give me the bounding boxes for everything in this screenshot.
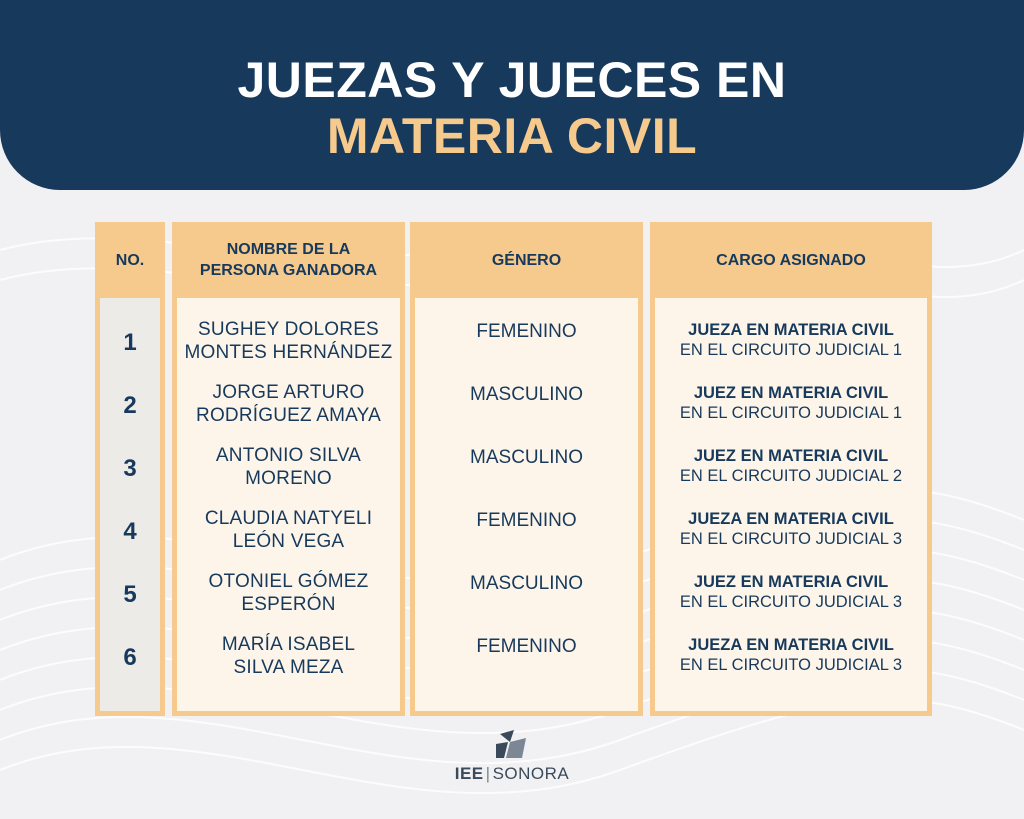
row-3-position bbox=[655, 446, 927, 486]
row-5-gender: MASCULINO bbox=[470, 573, 583, 594]
row-1-position-line-1: JUEZA EN MATERIA CIVIL bbox=[688, 321, 894, 339]
row-3-name-line-2: MORENO bbox=[245, 468, 332, 489]
row-6-name-line-1: MARÍA ISABEL bbox=[221, 634, 356, 655]
row-1-name bbox=[177, 318, 400, 364]
logo-sonora: SONORA bbox=[492, 764, 570, 783]
row-4-position-line-2: EN EL CIRCUITO JUDICIAL 3 bbox=[679, 530, 903, 548]
page-title bbox=[0, 52, 1024, 164]
row-2-name bbox=[177, 381, 400, 427]
column-gender bbox=[410, 222, 643, 716]
row-3-name bbox=[177, 444, 400, 490]
row-1-name-line-2: MONTES HERNÁNDEZ bbox=[184, 342, 393, 363]
row-1-gender: FEMENINO bbox=[476, 321, 577, 342]
row-2-name-line-2: RODRÍGUEZ AMAYA bbox=[196, 405, 381, 426]
row-4-position bbox=[655, 509, 927, 549]
row-2-gender: MASCULINO bbox=[470, 384, 583, 405]
header-name-line-1: NOMBRE DE LA bbox=[226, 241, 351, 258]
row-4-name-line-1: CLAUDIA NATYELI bbox=[204, 508, 373, 529]
row-6-position-line-1: JUEZA EN MATERIA CIVIL bbox=[688, 636, 894, 654]
row-6-position-line-2: EN EL CIRCUITO JUDICIAL 3 bbox=[679, 656, 903, 674]
column-position-body bbox=[655, 298, 927, 711]
header-name bbox=[172, 222, 405, 298]
row-6-gender: FEMENINO bbox=[476, 636, 577, 657]
column-gender-body bbox=[415, 298, 638, 711]
row-2-name-line-1: JORGE ARTURO bbox=[212, 382, 365, 403]
row-6-position bbox=[655, 635, 927, 675]
row-5-position-line-1: JUEZ EN MATERIA CIVIL bbox=[693, 573, 889, 591]
row-6-number: 6 bbox=[123, 644, 137, 671]
row-5-name-line-1: OTONIEL GÓMEZ bbox=[208, 571, 369, 592]
row-6-name-line-2: SILVA MEZA bbox=[233, 657, 344, 678]
row-3-position-line-1: JUEZ EN MATERIA CIVIL bbox=[693, 447, 889, 465]
row-5-position-line-2: EN EL CIRCUITO JUDICIAL 3 bbox=[679, 593, 903, 611]
row-4-gender: FEMENINO bbox=[476, 510, 577, 531]
header-name-line-2: PERSONA GANADORA bbox=[199, 262, 378, 279]
row-4-name bbox=[177, 507, 400, 553]
row-4-number: 4 bbox=[123, 518, 137, 545]
logo-mark-icon bbox=[452, 728, 572, 764]
column-number-body bbox=[100, 298, 160, 711]
row-6-name bbox=[177, 633, 400, 679]
row-1-position bbox=[655, 320, 927, 360]
logo-iee: IEE bbox=[454, 764, 484, 783]
row-3-gender: MASCULINO bbox=[470, 447, 583, 468]
row-5-name bbox=[177, 570, 400, 616]
row-4-name-line-2: LEÓN VEGA bbox=[232, 531, 345, 552]
logo-wordmark bbox=[452, 764, 572, 784]
title-line-2: MATERIA CIVIL bbox=[326, 108, 698, 164]
row-3-number: 3 bbox=[123, 455, 137, 482]
row-3-name-line-1: ANTONIO SILVA bbox=[215, 445, 362, 466]
row-3-position-line-2: EN EL CIRCUITO JUDICIAL 2 bbox=[679, 467, 903, 485]
title-line-1: JUEZAS Y JUECES EN bbox=[237, 52, 787, 108]
column-name-body bbox=[177, 298, 400, 711]
row-1-number: 1 bbox=[123, 329, 137, 356]
header-number: NO. bbox=[115, 251, 145, 269]
iee-sonora-logo bbox=[452, 728, 572, 788]
row-5-position bbox=[655, 572, 927, 612]
column-number bbox=[95, 222, 165, 716]
row-4-position-line-1: JUEZA EN MATERIA CIVIL bbox=[688, 510, 894, 528]
row-2-position-line-1: JUEZ EN MATERIA CIVIL bbox=[693, 384, 889, 402]
logo-separator: | bbox=[485, 764, 491, 783]
row-2-position bbox=[655, 383, 927, 423]
row-1-position-line-2: EN EL CIRCUITO JUDICIAL 1 bbox=[679, 341, 903, 359]
column-position bbox=[650, 222, 932, 716]
row-2-position-line-2: EN EL CIRCUITO JUDICIAL 1 bbox=[679, 404, 903, 422]
header-gender: GÉNERO bbox=[491, 251, 562, 269]
header-position: CARGO ASIGNADO bbox=[716, 251, 866, 269]
row-2-number: 2 bbox=[123, 392, 137, 419]
row-1-name-line-1: SUGHEY DOLORES bbox=[198, 319, 379, 340]
row-5-number: 5 bbox=[123, 581, 137, 608]
row-5-name-line-2: ESPERÓN bbox=[241, 594, 336, 615]
column-name bbox=[172, 222, 405, 716]
